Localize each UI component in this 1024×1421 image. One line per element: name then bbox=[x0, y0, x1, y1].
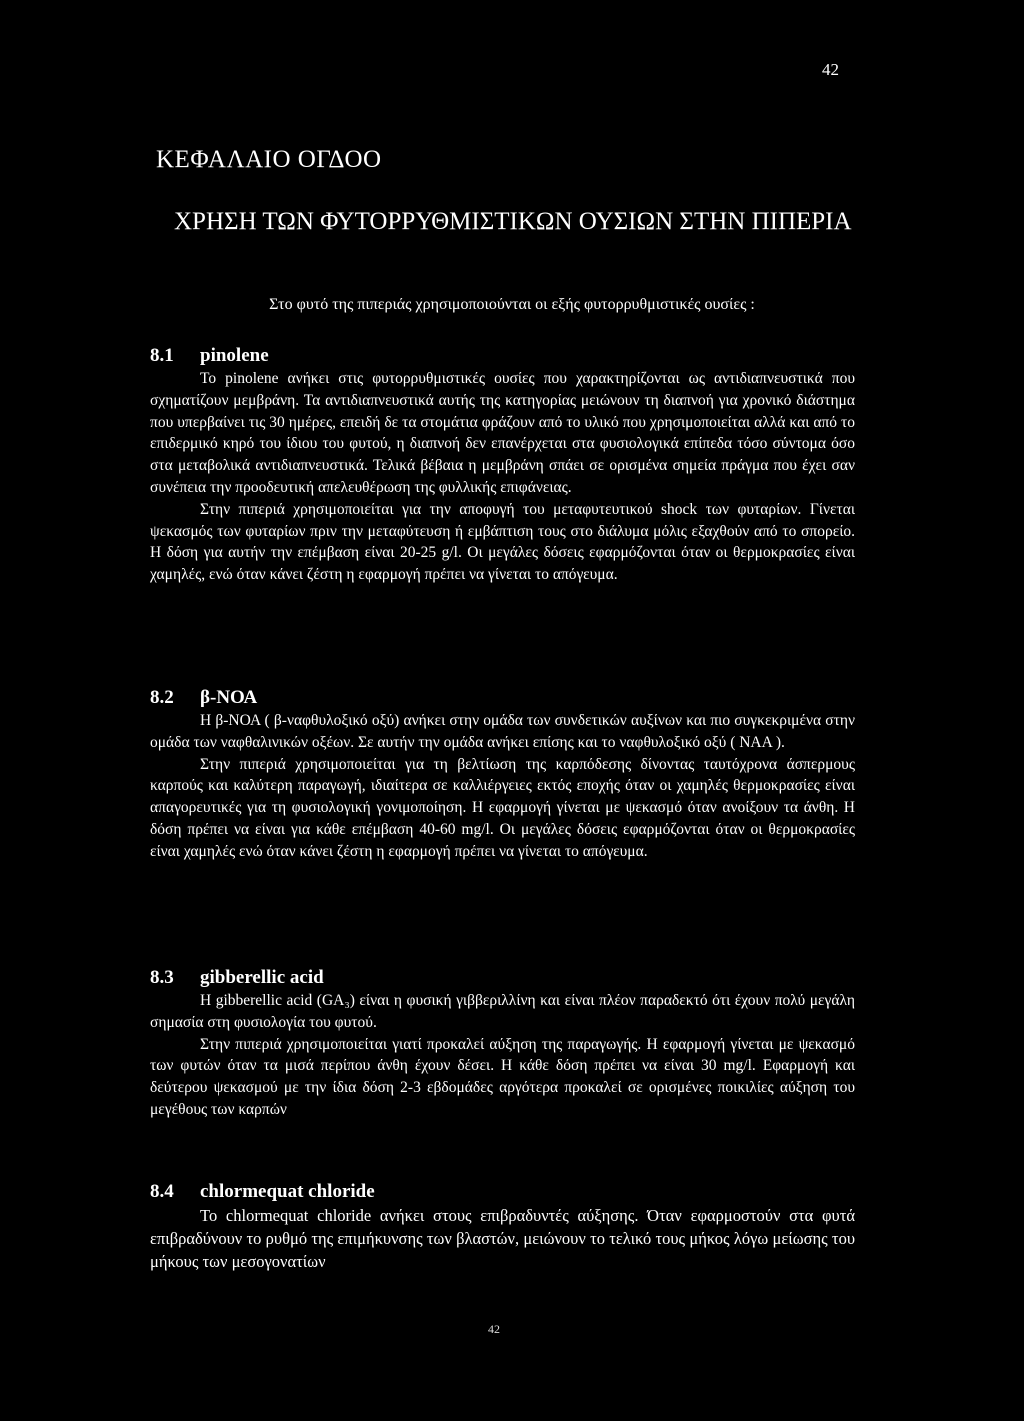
paragraph: Στην πιπεριά χρησιμοποιείται για τη βελτίωση της καρπόδεσης δίνοντας ταυτόχρονα άσπερμους καρπούς και καλύτερη παραγωγή, ιδιαίτερα σε καλλιέργειες εκτός εποχής όταν οι χαμηλές θερμοκρασίες είναι απαγορευτικές για τη φυσιολογική γονιμοποίηση. Η εφαρμογή γίνεται με ψεκασμό όταν ανοίξουν τα άνθη. Η δόση πρέπει να είναι για κάθε επέμβαση 40-60 mg/l. Οι μεγάλες δόσεις εφαρμόζονται όταν οι θερμοκρασίες είναι χαμηλές ενώ όταν κάνει ζέστη η εφαρμογή πρέπει να γίνεται το απόγευμα. bbox=[150, 755, 855, 860]
chapter-subtitle: ΧΡΗΣΗ ΤΩΝ ΦΥΤΟΡΡΥΘΜΙΣΤΙΚΩΝ ΟΥΣΙΩΝ ΣΤΗΝ ΠΙΠΕΡΙΑ bbox=[174, 208, 852, 235]
section-heading bbox=[150, 344, 855, 368]
section-title: β-ΝΟΑ bbox=[200, 687, 258, 708]
section-body bbox=[150, 710, 855, 863]
paragraph: Το chlormequat chloride ανήκει στους επιβραδυντές αύξησης. Όταν εφαρμοστούν στα φυτά επιβραδύνουν το ρυθμό της επιμήκυνσης των βλαστών, μειώνουν το τελικό τους μήκος λόγω μείωσης του μήκους των μεσογονατίων bbox=[150, 1206, 855, 1271]
page-number: 42 bbox=[822, 60, 839, 79]
section-number: 8.1 bbox=[150, 345, 174, 366]
section-8-1 bbox=[150, 344, 855, 586]
paragraph: Στην πιπεριά χρησιμοποιείται γιατί προκαλεί αύξηση της παραγωγής. Η εφαρμογή γίνεται με ψεκασμό των φυτών όταν τα μισά περίπου άνθη έχουν δέσει. Η κάθε δόση πρέπει να είναι 30 mg/l. Εφαρμογή και δεύτερου ψεκασμού με την ίδια δόση 2-3 εβδομάδες αργότερα προκαλεί σε ορισμένες ποικιλίες αύξηση του μεγέθους των καρπών bbox=[150, 1035, 855, 1118]
section-heading bbox=[150, 966, 855, 990]
section-title: gibberellic acid bbox=[200, 967, 324, 988]
section-heading bbox=[150, 1180, 855, 1204]
section-8-3 bbox=[150, 966, 855, 1121]
section-number: 8.4 bbox=[150, 1181, 174, 1202]
paragraph: Η gibberellic acid (GA₃) είναι η φυσική γιββεριλλίνη και είναι πλέον παραδεκτό ότι έχουν πολύ μεγάλη σημασία στη φυσιολογία του φυτού. bbox=[150, 992, 855, 1031]
section-body bbox=[150, 368, 855, 586]
paragraph: Το pinolene ανήκει στις φυτορρυθμιστικές ουσίες που χαρακτηρίζονται ως αντιδιαπνευστικά που σχηματίζουν μεμβράνη. Τα αντιδιαπνευστικά αυτής της κατηγορίας μειώνουν τη διαπνοή για χρονικό διάστημα που υπερβαίνει τις 30 ημέρες, επειδή δε τα στομάτια φράζουν από το υλικό που χρησιμοποιείται αλλά και από το επιδερμικό κηρό του ίδιου του φυτού, η διαπνοή δεν επανέρχεται στα φυσιολογικά επίπεδα τόσο σύντομα όσο στα μεταβολικά αντιδιαπνευστικά. Τελικά βέβαια η μεμβράνη σπάει σε ορισμένα σημεία πράγμα που έχει σαν συνέπεια την προοδευτική απελευθέρωση της φυλλικής επιφάνειας. bbox=[150, 370, 855, 496]
intro-text: Στο φυτό της πιπεριάς χρησιμοποιούνται οι εξής φυτορρυθμιστικές ουσίες : bbox=[269, 296, 755, 313]
section-title: pinolene bbox=[200, 345, 269, 366]
section-8-2 bbox=[150, 686, 855, 863]
section-number: 8.3 bbox=[150, 967, 174, 988]
section-title: chlormequat chloride bbox=[200, 1181, 375, 1202]
section-number: 8.2 bbox=[150, 687, 174, 708]
section-body bbox=[150, 990, 855, 1121]
chapter-title: ΚΕΦΑΛΑΙΟ ΟΓΔΟΟ bbox=[156, 146, 382, 173]
paragraph: Η β-ΝΟΑ ( β-ναφθυλοξικό οξύ) ανήκει στην ομάδα των συνδετικών αυξίνων και πιο συγκεκριμένα στην ομάδα των ναφθαλινικών οξέων. Σε αυτήν την ομάδα ανήκει επίσης και το ναφθυλοξικό οξύ ( ΝΑΑ ). bbox=[150, 712, 855, 751]
footer-page-number: 42 bbox=[488, 1322, 500, 1336]
section-8-4 bbox=[150, 1180, 855, 1273]
section-heading bbox=[150, 686, 855, 710]
paragraph: Στην πιπεριά χρησιμοποιείται για την αποφυγή του μεταφυτευτικού shock των φυταρίων. Γίνεται ψεκασμός των φυταρίων πριν την μεταφύτευση ή εμβάπτιση τους στο διάλυμα μόλις εξαχθούν από το σπορείο. Η δόση για αυτήν την επέμβαση είναι 20-25 g/l. Οι μεγάλες δόσεις εφαρμόζονται όταν οι θερμοκρασίες είναι χαμηλές, ενώ όταν κάνει ζέστη η εφαρμογή πρέπει να γίνεται το απόγευμα. bbox=[150, 500, 855, 584]
section-body bbox=[150, 1204, 855, 1273]
